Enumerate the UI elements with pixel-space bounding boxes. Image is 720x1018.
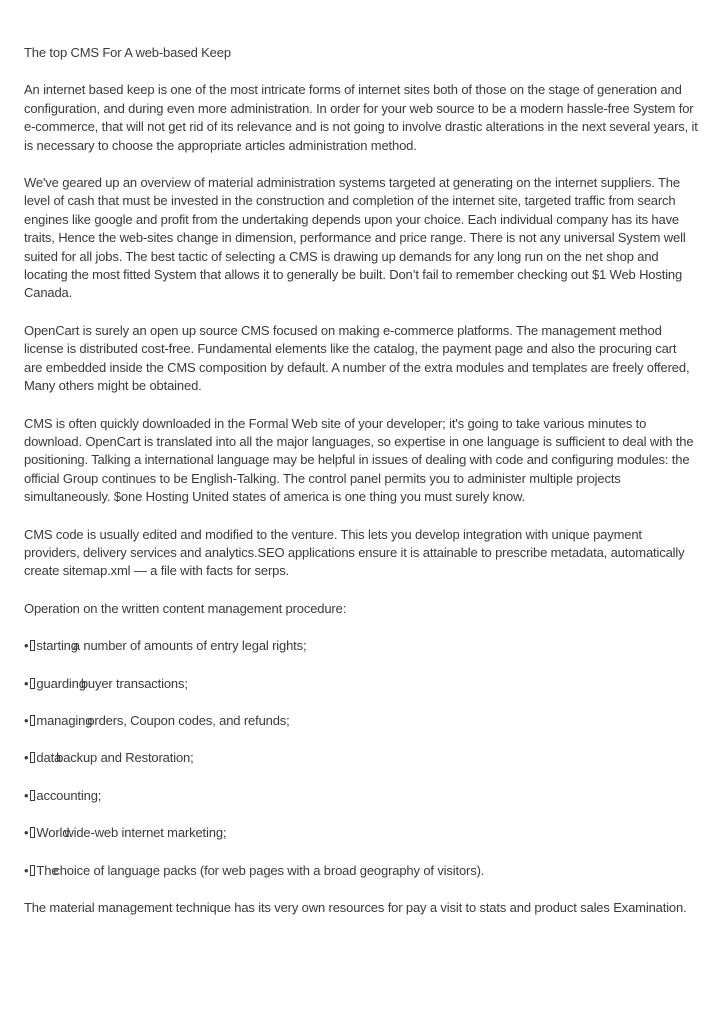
bullet-word: guarding (36, 675, 86, 691)
bullet-word: starting (36, 638, 78, 654)
bullet-word: accounting; (36, 787, 102, 803)
page-title: The top CMS For A web-based Keep (24, 45, 231, 60)
bullet-icon: • (24, 825, 29, 841)
missing-glyph-box (30, 640, 35, 651)
bullet-item (24, 637, 698, 655)
bullet-rest: wide-web internet marketing; (64, 825, 227, 841)
missing-glyph-box (30, 827, 35, 838)
bullet-item (24, 712, 698, 730)
bullet-rest: choice of language packs (for web pages with a broad geography of visitors). (53, 862, 485, 878)
bullet-word: managing (36, 712, 93, 728)
bullet-item (24, 675, 698, 693)
missing-glyph-box (30, 865, 35, 876)
bullet-word: World (36, 825, 70, 841)
bullet-item (24, 749, 698, 767)
bullet-item (24, 824, 698, 842)
paragraph-overview: We've geared up an overview of material administration systems targeted at generating on the internet suppliers. The level of cash that must be invested in the construction and completion of the internet site, targeted traffic from search engines like google and profit from the undertaking depends upon your choice. Each individual company has its have traits, Hence the web-sites change in dimension, performance and price range. There is not any universal System well suited for all jobs. The best tactic of selecting a CMS is drawing up demands for any long run on the net shop and locating the most fitted System that allows it to generally be built. Don’t fail to remember checking out $1 Web Hosting Canada. (24, 175, 686, 301)
missing-glyph-box (30, 752, 35, 763)
bullet-rest: a number of amounts of entry legal rights; (72, 638, 307, 654)
missing-glyph-box (30, 715, 35, 726)
bullet-rest: orders, Coupon codes, and refunds; (87, 712, 290, 728)
bullet-item (24, 862, 698, 880)
bullet-word: The (36, 862, 59, 878)
paragraph-download: CMS is often quickly downloaded in the Formal Web site of your developer; it's going to take various minutes to download. OpenCart is translated into all the major languages, so expertise in one language is sufficient to deal with the positioning. Talking a international language may be helpful in issues of dealing with code and configuring modules: the official Group continues to be English-Talking. The control panel permits you to administer multiple projects simultaneously. $one Hosting United states of america is one thing you must surely know. (24, 415, 694, 505)
bullet-item (24, 787, 698, 805)
bullet-icon: • (24, 750, 29, 766)
closing-paragraph: The material management technique has its very own resources for pay a visit to stats and product sales Examination. (24, 900, 687, 915)
bullet-icon: • (24, 712, 29, 728)
paragraph-cms-code: CMS code is usually edited and modified to the venture. This lets you develop integration with unique payment providers, delivery services and analytics.SEO applications ensure it is attainable to prescribe metadata, automatically create sitemap.xml — a file with facts for serps. (24, 526, 685, 579)
operation-heading: Operation on the written content management procedure: (24, 600, 347, 616)
paragraph-opencart: OpenCart is surely an open up source CMS focused on making e-commerce platforms. The management method license is distributed cost-free. Fundamental elements like the catalog, the payment page and also the procuring cart are embedded inside the CMS composition by default. A number of the extra modules and templates are freely offered, Many others might be obtained. (24, 322, 690, 394)
bullet-icon: • (24, 638, 29, 654)
bullet-rest: buyer transactions; (80, 675, 188, 691)
missing-glyph-box (30, 678, 35, 689)
paragraph-intro: An internet based keep is one of the most intricate forms of internet sites both of those on the stage of generation and configuration, and during even more administration. In order for your web source to be a modern hassle-free System for e-commerce, that will not get rid of its relevance and is not going to involve drastic alterations in the next several years, it is necessary to choose the appropriate articles administration method. (24, 82, 698, 153)
missing-glyph-box (30, 790, 35, 801)
bullet-icon: • (24, 862, 29, 878)
bullet-icon: • (24, 675, 29, 691)
bullet-icon: • (24, 787, 29, 803)
bullet-word: data (36, 750, 62, 766)
bullet-rest: backup and Restoration; (56, 750, 194, 766)
